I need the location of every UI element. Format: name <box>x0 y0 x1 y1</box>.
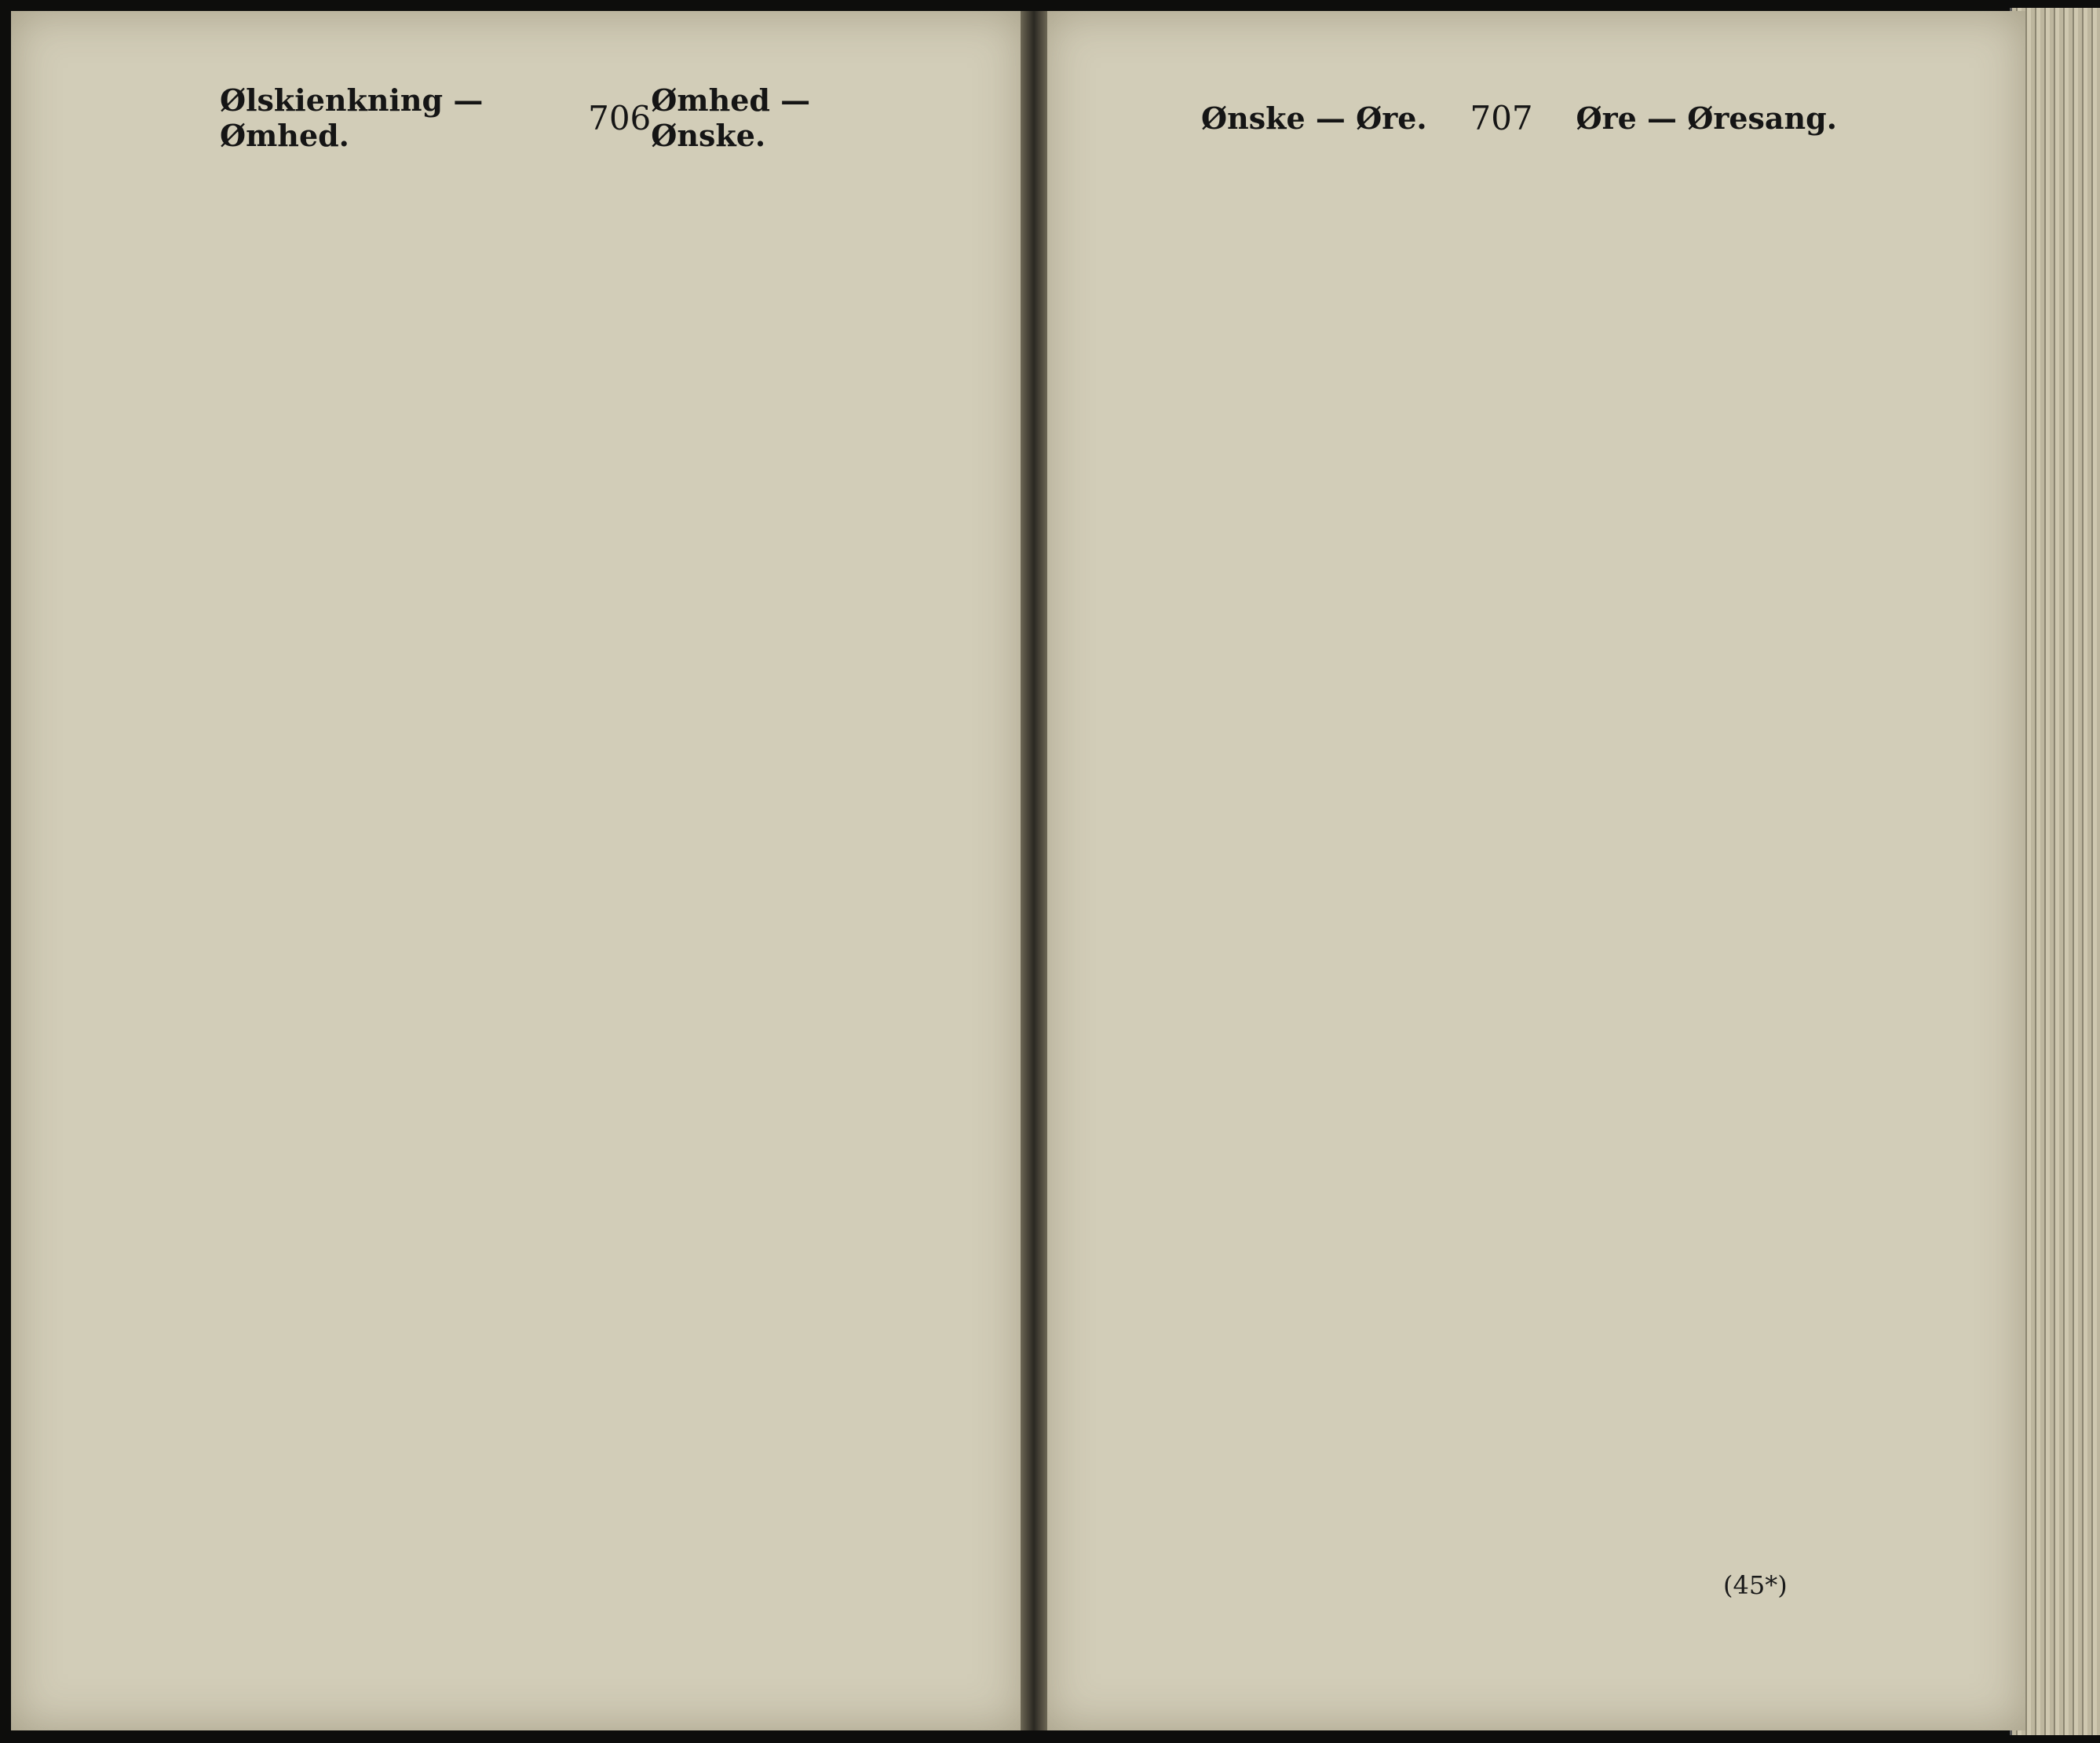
signature-mark: (45*) <box>1723 1570 1788 1600</box>
left-running-head <box>220 82 911 153</box>
text-column-4 <box>1527 161 1935 1629</box>
left-head-last-word: Ømhed — Ønske. <box>651 82 811 153</box>
text-column-1 <box>82 161 561 1629</box>
text-column-3 <box>1079 161 1511 1629</box>
book-gutter <box>1021 11 1047 1730</box>
right-running-head <box>1201 94 1837 141</box>
left-page-number: 706 <box>588 98 652 137</box>
right-page-number: 707 <box>1470 98 1533 137</box>
right-head-last-word: Øre — Øresang. <box>1576 100 1837 136</box>
text-column-2 <box>573 161 1024 1629</box>
right-head-first-word: Ønske — Øre. <box>1201 100 1427 136</box>
left-head-first-word: Ølskienkning — Ømhed. <box>220 82 484 153</box>
